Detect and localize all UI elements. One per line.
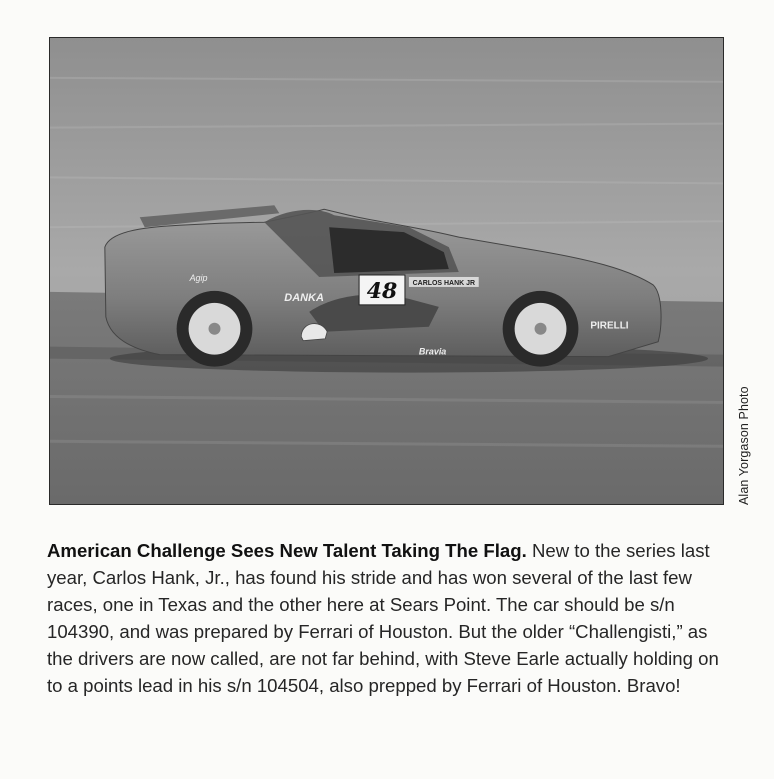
caption xyxy=(47,537,737,699)
sponsor-agip: Agip xyxy=(189,272,208,283)
sponsor-danka: DANKA xyxy=(284,291,324,304)
photo-credit: Alan Yorgason Photo xyxy=(737,386,751,505)
sponsor-bravia: Bravia xyxy=(418,346,447,357)
driver-name-strip: CARLOS HANK JR xyxy=(412,279,476,287)
ferrari-race-car-image xyxy=(50,38,723,504)
caption-body: New to the series last year, Carlos Hank, Jr., has found his stride and has won several of the last few races, one in Texas and the other here at Sears Point. The car should be s/n 104390, and was prepared by Ferrari of Houston. But the older “Challengisti,” as the drivers are now called, are not far behind, with Steve Earle actually holding on to a points lead in his s/n 104504, also prepped by Ferrari of Houston. Bravo! xyxy=(47,540,719,696)
caption-headline: American Challenge Sees New Talent Taking The Flag. xyxy=(47,540,527,561)
car-number: 48 xyxy=(366,277,398,304)
sponsor-pirelli: PIRELLI xyxy=(590,320,629,332)
race-car-photo xyxy=(49,37,724,505)
